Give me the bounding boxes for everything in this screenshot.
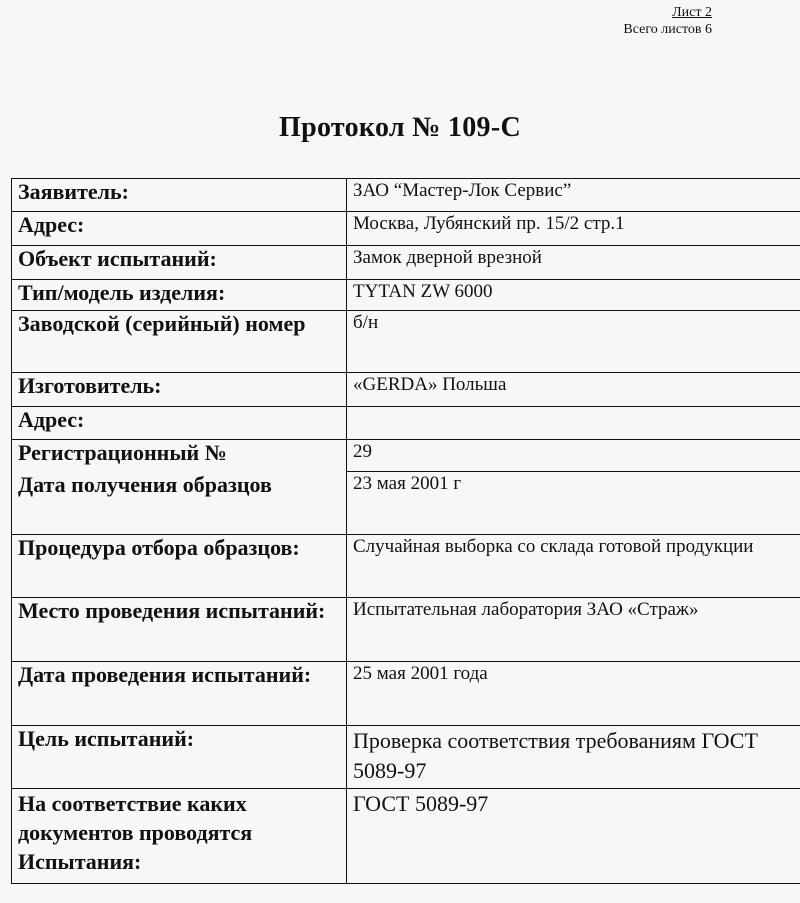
row-value: Случайная выборка со склада готовой продукции — [347, 535, 800, 598]
row-label: Изготовитель: — [12, 373, 347, 407]
row-label: Место проведения испытаний: — [12, 598, 347, 662]
row-value: ЗАО “Мастер-Лок Сервис” — [347, 179, 800, 212]
row-label: Заявитель: — [12, 179, 347, 212]
row-label: Адрес: — [12, 212, 347, 246]
row-value — [347, 407, 800, 440]
row-value: Замок дверной врезной — [347, 246, 800, 280]
protocol-table — [11, 178, 800, 884]
table-row — [12, 789, 800, 884]
row-label: Процедура отбора образцов: — [12, 535, 347, 598]
sheet-number: Лист 2 — [672, 5, 712, 20]
row-label: Дата получения образцов — [12, 472, 347, 535]
protocol-title: Протокол № 109-С — [279, 112, 521, 143]
row-value: 29 — [347, 440, 800, 472]
row-value: 23 мая 2001 г — [347, 472, 800, 535]
total-sheets: Всего листов 6 — [623, 22, 712, 37]
sheet-info — [572, 4, 712, 38]
table-row — [12, 280, 800, 311]
row-value: «GERDA» Польша — [347, 373, 800, 407]
table-row — [12, 246, 800, 280]
row-label: Тип/модель изделия: — [12, 280, 347, 311]
row-value: 25 мая 2001 года — [347, 662, 800, 726]
table-row — [12, 311, 800, 373]
row-label: Цель испытаний: — [12, 726, 347, 789]
table-row — [12, 598, 800, 662]
table-row — [12, 662, 800, 726]
table-row — [12, 179, 800, 212]
table-row — [12, 407, 800, 440]
table-row — [12, 726, 800, 789]
row-value: TYTAN ZW 6000 — [347, 280, 800, 311]
row-label: Дата проведения испытаний: — [12, 662, 347, 726]
row-label: Адрес: — [12, 407, 347, 440]
table-row — [12, 535, 800, 598]
table-row — [12, 472, 800, 535]
row-label: Регистрационный № — [12, 440, 347, 472]
row-value: Испытательная лаборатория ЗАО «Страж» — [347, 598, 800, 662]
row-label: Заводской (серийный) номер — [12, 311, 347, 373]
table-row — [12, 440, 800, 472]
row-value: Москва, Лубянский пр. 15/2 стр.1 — [347, 212, 800, 246]
table-row — [12, 212, 800, 246]
row-label: На соответствие каких документов проводятся Испытания: — [12, 789, 347, 884]
row-value: Проверка соответствия требованиям ГОСТ 5089-97 — [347, 726, 800, 789]
row-label: Объект испытаний: — [12, 246, 347, 280]
row-value: б/н — [347, 311, 800, 373]
table-row — [12, 373, 800, 407]
row-value: ГОСТ 5089-97 — [347, 789, 800, 884]
